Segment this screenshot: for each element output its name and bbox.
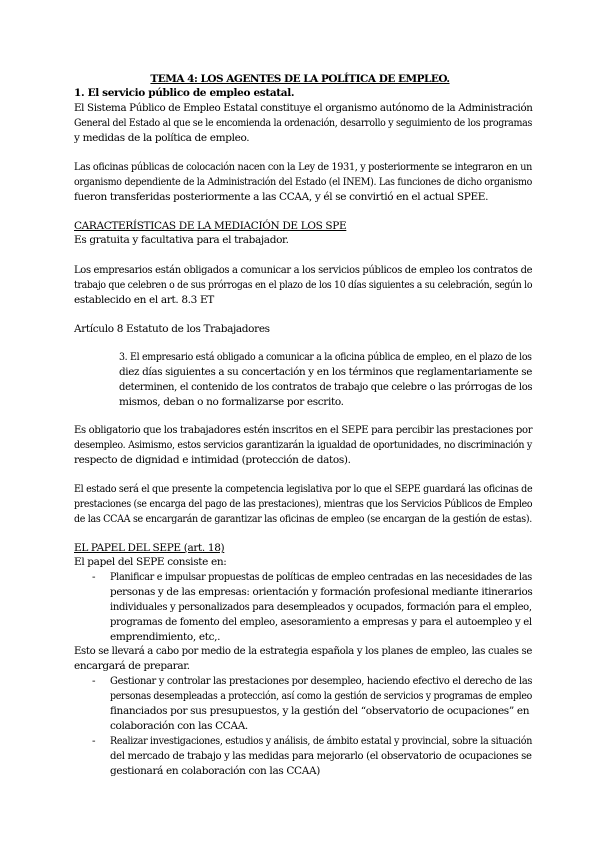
bullet-line: individuales y personalizados para desempleados y ocupados, formación para el empleo, [110, 601, 532, 613]
bullet-line: Realizar investigaciones, estudios y análisis, de ámbito estatal y provincial, sobre la situación [110, 735, 533, 747]
bullet-line: gestionará en colaboración con las CCAA) [110, 765, 320, 777]
paragraph-line: Es obligatorio que los trabajadores estén inscritos en el SEPE para percibir las prestaciones por [74, 424, 533, 436]
bullet-line: del mercado de trabajo y las medidas para mejorarlo (el observatorio de ocupaciones se [110, 750, 532, 762]
bullet-marker: - [92, 571, 96, 583]
paragraph-line: General del Estado al que se le encomienda la ordenación, desarrollo y seguimiento de los programas [74, 117, 533, 129]
paragraph-line: El estado será el que presente la competencia legislativa por lo que el SEPE guardará las oficinas de [74, 483, 533, 495]
paragraph-line: trabajo que celebren o de sus prórrogas en el plazo de los 10 días siguientes a su celebración, según lo [74, 279, 533, 291]
bullet-line: Gestionar y controlar las prestaciones por desempleo, haciendo efectivo el derecho de las [110, 675, 533, 687]
paragraph-line: establecido en el art. 8.3 ET [74, 294, 214, 306]
paragraph-line: de las CCAA se encargarán de garantizar las oficinas de empleo (se encargan de la gestión de estas). [74, 513, 532, 525]
paragraph-line: encargará de preparar. [74, 660, 190, 672]
paragraph-line: y medidas de la política de empleo. [74, 132, 250, 144]
paragraph-line: El Sistema Público de Empleo Estatal constituye el organismo autónomo de la Administración [74, 102, 533, 114]
bullet-line: personas desempleadas a protección, así como la gestión de servicios y programas de empleo [110, 690, 533, 702]
bullet-line: programas de fomento del empleo, asesoramiento a empresas y para el autoempleo y el [110, 616, 532, 628]
paragraph-line: prestaciones (se encarga del pago de las prestaciones), mientras que los Servicios Públicos de Empleo [74, 498, 533, 510]
bullet-line: personas y de las empresas: orientación y formación profesional mediante itinerarios [110, 586, 533, 598]
quote-line: 3. El empresario está obligado a comunicar a la oficina pública de empleo, en el plazo de los [119, 351, 532, 363]
paragraph-line: organismo dependiente de la Administración del Estado (el INEM). Las funciones de dicho organismo [74, 176, 533, 188]
section-heading-papel-sepe: EL PAPEL DEL SEPE (art. 18) [74, 542, 225, 554]
paragraph-line: desempleo. Asimismo, estos servicios garantizarán la igualdad de oportunidades, no discriminación y [74, 439, 532, 451]
section-heading-spee: 1. El servicio público de empleo estatal. [74, 87, 295, 99]
bullet-line: financiados por sus presupuestos, y la gestión del “observatorio de ocupaciones” en [110, 705, 530, 717]
quote-line: mismos, deban o no formalizarse por escrito. [119, 396, 344, 408]
document-title: TEMA 4: LOS AGENTES DE LA POLÍTICA DE EMPLEO. [150, 73, 450, 85]
bullet-line: colaboración con las CCAA. [110, 720, 248, 732]
quote-line: diez días siguientes a su concertación y en los términos que reglamentariamente se [119, 366, 533, 378]
paragraph-line: Esto se llevará a cabo por medio de la estrategia española y los planes de empleo, las cuales se [74, 645, 533, 657]
article-reference: Artículo 8 Estatuto de los Trabajadores [74, 323, 270, 335]
bullet-line: Planificar e impulsar propuestas de políticas de empleo centradas en las necesidades de las [110, 571, 532, 583]
paragraph-line: Los empresarios están obligados a comunicar a los servicios públicos de empleo los contratos de [74, 264, 533, 276]
bullet-marker: - [92, 735, 96, 747]
bullet-line: emprendimiento, etc,. [110, 631, 221, 643]
paragraph-line: fueron transferidas posteriormente a las CCAA, y él se convirtió en el actual SPEE. [74, 191, 489, 203]
section-heading-caracteristicas: CARACTERÍSTICAS DE LA MEDIACIÓN DE LOS SPE [74, 220, 347, 232]
paragraph-line: Es gratuita y facultativa para el trabajador. [74, 234, 289, 246]
bullet-marker: - [92, 675, 96, 687]
paragraph-line: Las oficinas públicas de colocación nacen con la Ley de 1931, y posteriormente se integraron en un [74, 161, 533, 173]
paragraph-line: respecto de dignidad e intimidad (protección de datos). [74, 454, 351, 466]
quote-line: determinen, el contenido de los contratos de trabajo que celebre o las prórrogas de los [119, 381, 533, 393]
paragraph-line: El papel del SEPE consiste en: [74, 556, 227, 568]
